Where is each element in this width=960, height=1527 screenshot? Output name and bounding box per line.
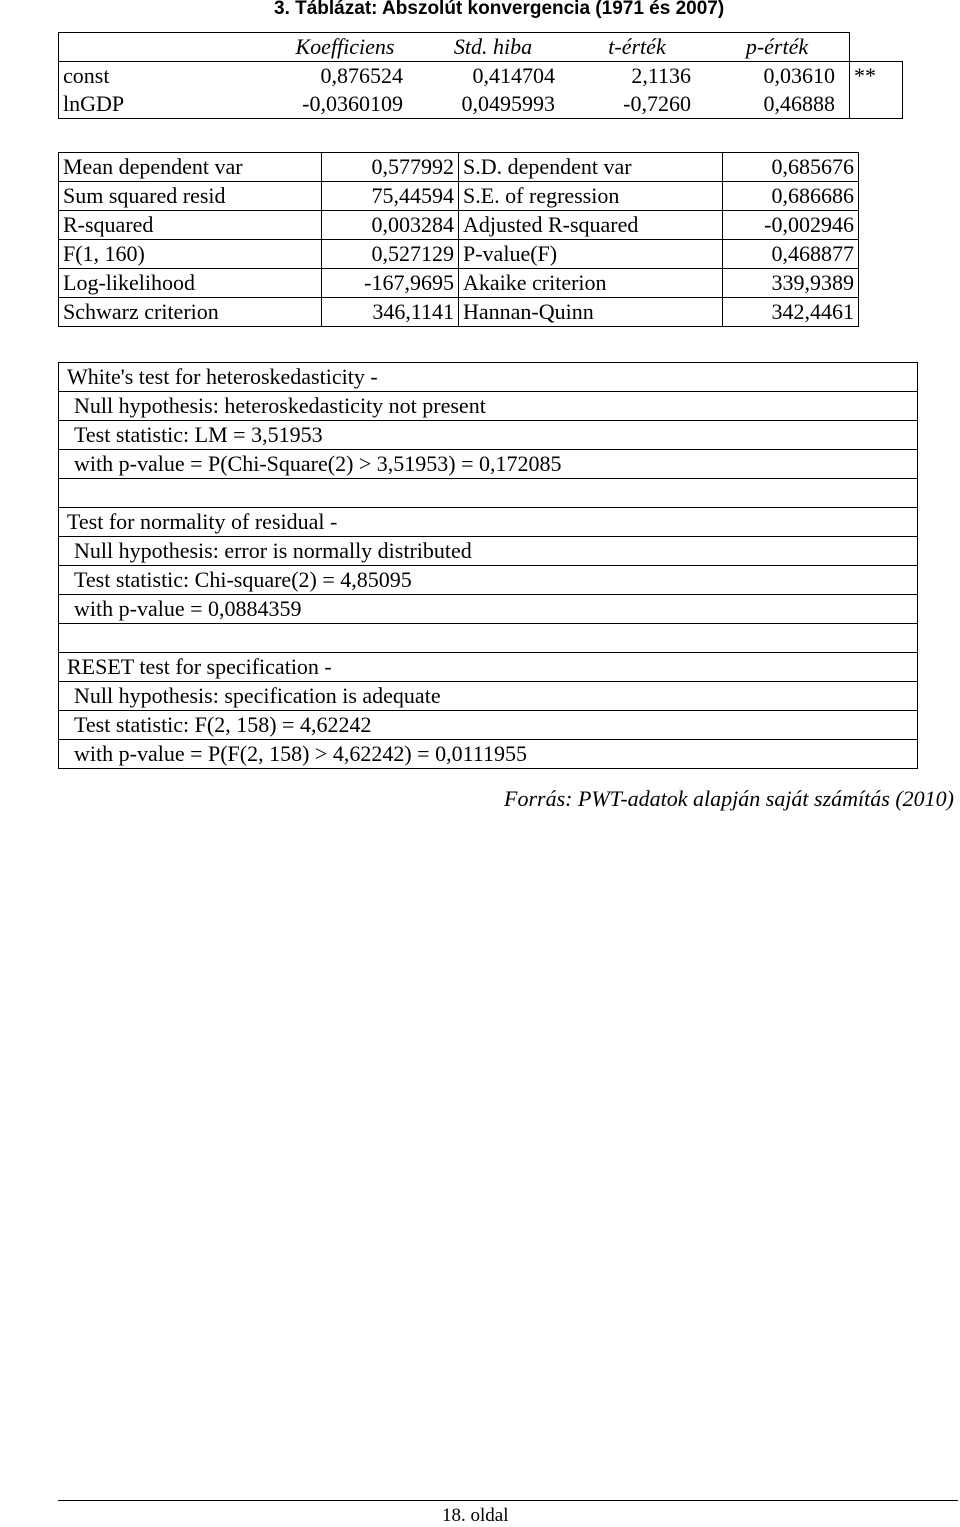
header-sig-spacer xyxy=(850,33,903,62)
test-row xyxy=(59,595,918,624)
coefficient-table xyxy=(58,32,903,119)
test-row xyxy=(59,653,918,682)
stat-value: 0,003284 xyxy=(322,211,459,240)
const-std-hiba: 0,414704 xyxy=(417,62,569,91)
footer-divider xyxy=(58,1500,958,1501)
header-std-hiba: Std. hiba xyxy=(417,33,569,62)
stat-label: S.E. of regression xyxy=(459,182,723,211)
stat-label: S.D. dependent var xyxy=(459,153,723,182)
test-row xyxy=(59,450,918,479)
stat-label: Adjusted R-squared xyxy=(459,211,723,240)
test-row xyxy=(59,537,918,566)
const-t-ertek: 2,1136 xyxy=(569,62,705,91)
lngdp-koefficiens: -0,0360109 xyxy=(273,90,417,119)
white-test-statistic: Test statistic: LM = 3,51953 xyxy=(59,421,918,450)
stat-value: 0,527129 xyxy=(322,240,459,269)
stat-label: F(1, 160) xyxy=(59,240,322,269)
reset-test-null: Null hypothesis: specification is adequate xyxy=(59,682,918,711)
stat-label: Mean dependent var xyxy=(59,153,322,182)
stats-row xyxy=(59,240,859,269)
lngdp-p-ertek: 0,46888 xyxy=(705,90,850,119)
test-row xyxy=(59,682,918,711)
stat-value: 342,4461 xyxy=(723,298,859,327)
test-row xyxy=(59,363,918,392)
stat-label: P-value(F) xyxy=(459,240,723,269)
const-p-ertek: 0,03610 xyxy=(705,62,850,91)
reset-test-statistic: Test statistic: F(2, 158) = 4,62242 xyxy=(59,711,918,740)
stat-value: 0,685676 xyxy=(723,153,859,182)
stats-row xyxy=(59,211,859,240)
const-koefficiens: 0,876524 xyxy=(273,62,417,91)
header-empty-cell xyxy=(59,33,274,62)
stat-label: Log-likelihood xyxy=(59,269,322,298)
normality-test-statistic: Test statistic: Chi-square(2) = 4,85095 xyxy=(59,566,918,595)
stat-value: -0,002946 xyxy=(723,211,859,240)
source-note: Forrás: PWT-adatok alapján saját számítás (2010) xyxy=(504,786,954,811)
lngdp-std-hiba: 0,0495993 xyxy=(417,90,569,119)
white-test-pvalue: with p-value = P(Chi-Square(2) > 3,51953) = 0,172085 xyxy=(59,450,918,479)
stat-value: -167,9695 xyxy=(322,269,459,298)
stat-label: R-squared xyxy=(59,211,322,240)
const-significance: ** xyxy=(850,62,903,119)
stat-value: 346,1141 xyxy=(322,298,459,327)
stat-label: Schwarz criterion xyxy=(59,298,322,327)
row-label-const: const xyxy=(59,62,274,91)
test-row xyxy=(59,711,918,740)
stats-row xyxy=(59,269,859,298)
regression-statistics-table xyxy=(58,152,859,327)
table-title: 3. Táblázat: Abszolút konvergencia (1971 és 2007) xyxy=(274,0,725,19)
white-test-title: White's test for heteroskedasticity - xyxy=(59,363,918,392)
normality-test-null: Null hypothesis: error is normally distributed xyxy=(59,537,918,566)
reset-test-title: RESET test for specification - xyxy=(59,653,918,682)
header-koefficiens: Koefficiens xyxy=(273,33,417,62)
stats-row xyxy=(59,153,859,182)
stat-value: 339,9389 xyxy=(723,269,859,298)
coefficient-row-const xyxy=(59,62,903,91)
stat-value: 0,686686 xyxy=(723,182,859,211)
row-label-lngdp: lnGDP xyxy=(59,90,274,119)
stat-label: Sum squared resid xyxy=(59,182,322,211)
test-row xyxy=(59,508,918,537)
header-t-ertek: t-érték xyxy=(569,33,705,62)
normality-test-title: Test for normality of residual - xyxy=(59,508,918,537)
normality-test-pvalue: with p-value = 0,0884359 xyxy=(59,595,918,624)
test-row xyxy=(59,392,918,421)
page-number: 18. oldal xyxy=(442,1505,509,1526)
test-row xyxy=(59,740,918,769)
coefficient-header-row xyxy=(59,33,903,62)
reset-test-pvalue: with p-value = P(F(2, 158) > 4,62242) = 0,0111955 xyxy=(59,740,918,769)
stat-label: Hannan-Quinn xyxy=(459,298,723,327)
blank-row xyxy=(59,624,918,653)
stat-value: 0,577992 xyxy=(322,153,459,182)
lngdp-t-ertek: -0,7260 xyxy=(569,90,705,119)
stats-row xyxy=(59,298,859,327)
white-test-null: Null hypothesis: heteroskedasticity not present xyxy=(59,392,918,421)
stat-value: 0,468877 xyxy=(723,240,859,269)
blank-cell xyxy=(59,479,918,508)
stat-value: 75,44594 xyxy=(322,182,459,211)
blank-row xyxy=(59,479,918,508)
test-row xyxy=(59,566,918,595)
test-row xyxy=(59,421,918,450)
blank-cell xyxy=(59,624,918,653)
stats-row xyxy=(59,182,859,211)
coefficient-row-lngdp xyxy=(59,90,903,119)
stat-label: Akaike criterion xyxy=(459,269,723,298)
diagnostic-tests-table xyxy=(58,362,918,769)
header-p-ertek: p-érték xyxy=(705,33,850,62)
